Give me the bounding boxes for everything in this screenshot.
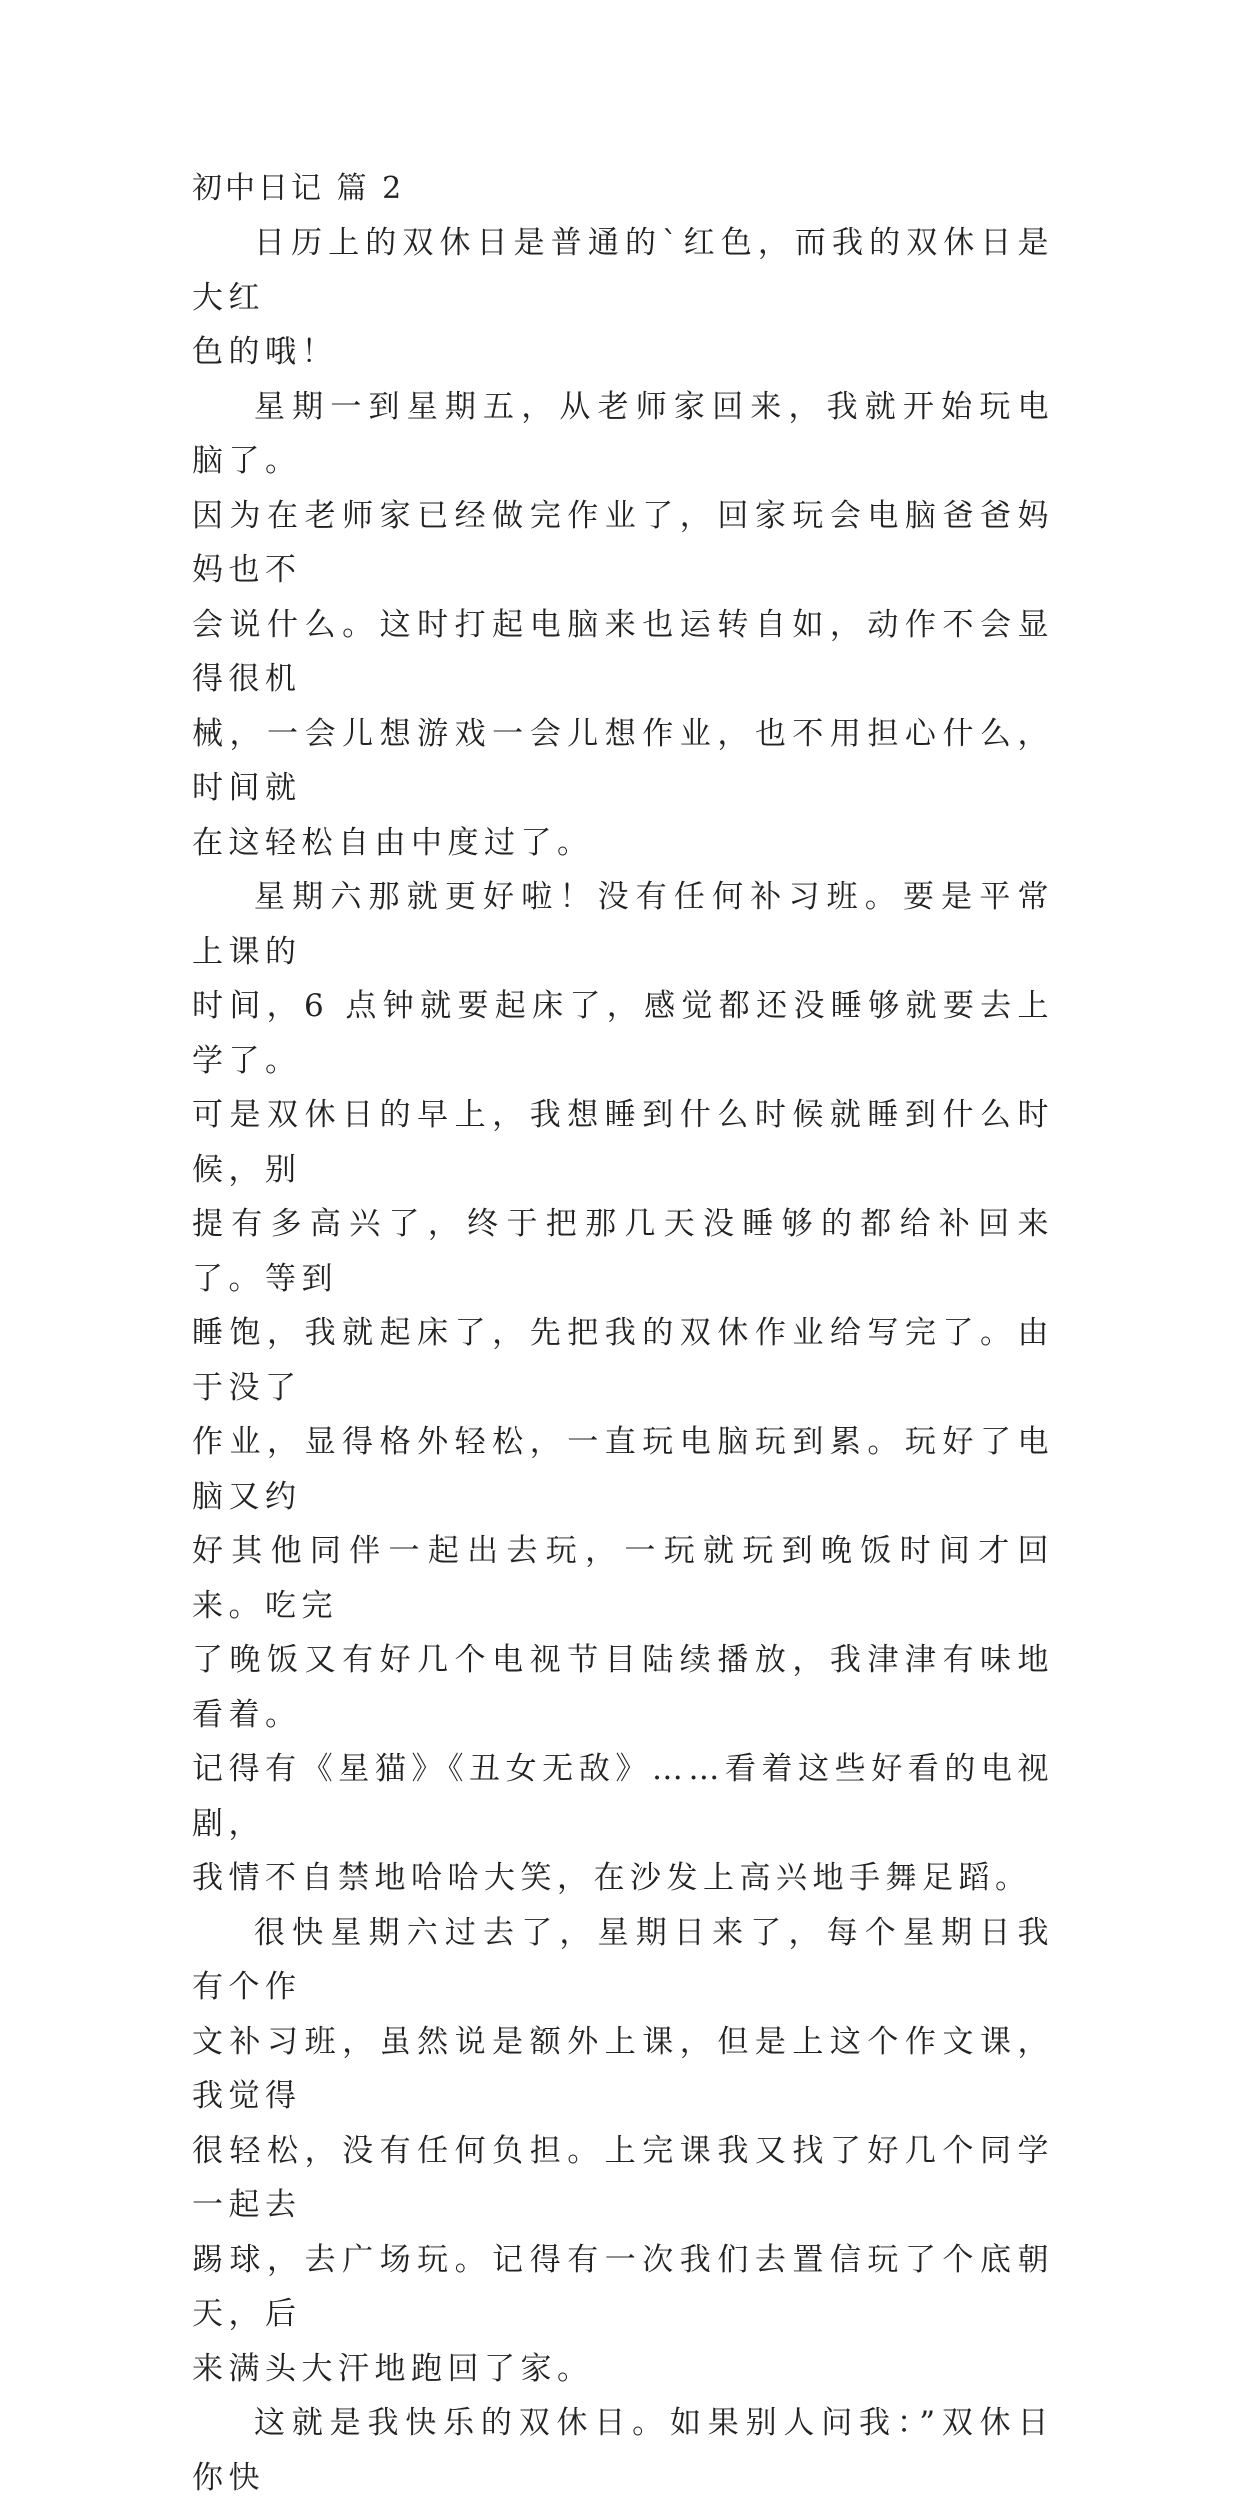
paragraph-1	[192, 216, 1054, 380]
paragraph-2	[192, 380, 1054, 871]
paragraph-line: 星期一到星期五，从老师家回来，我就开始玩电脑了。	[192, 388, 1054, 479]
paragraph-line: 了晚饭又有好几个电视节目陆续播放，我津津有味地看着。	[192, 1642, 1054, 1733]
paragraph-line: 时间，6 点钟就要起床了，感觉都还没睡够就要去上学了。	[192, 988, 1054, 1079]
paragraph-line: 星期六那就更好啦！没有任何补习班。要是平常上课的	[192, 879, 1054, 970]
paragraph-line: 会说什么。这时打起电脑来也运转自如，动作不会显得很机	[192, 606, 1054, 697]
paragraph-line: 提有多高兴了，终于把那几天没睡够的都给补回来了。等到	[192, 1206, 1054, 1297]
paragraph-line: 械，一会儿想游戏一会儿想作业，也不用担心什么，时间就	[192, 715, 1054, 806]
paragraph-line: 来满头大汗地跑回了家。	[192, 2350, 594, 2387]
paragraph-line: 很轻松，没有任何负担。上完课我又找了好几个同学一起去	[192, 2132, 1054, 2223]
paragraph-line: 很快星期六过去了，星期日来了，每个星期日我有个作	[192, 1914, 1054, 2005]
paragraph-line: 因为在老师家已经做完作业了，回家玩会电脑爸爸妈妈也不	[192, 497, 1054, 588]
paragraph-4	[192, 1906, 1054, 2397]
paragraph-line: 记得有《星猫》《丑女无敌》……看着这些好看的电视剧，	[192, 1751, 1054, 1842]
document-title: 初中日记 篇 2	[192, 171, 405, 206]
paragraph-line: 在这轻松自由中度过了。	[192, 824, 594, 861]
paragraph-line: 日历上的双休日是普通的`红色，而我的双休日是大红	[192, 225, 1054, 316]
document-body	[192, 162, 1054, 2505]
paragraph-line: 睡饱，我就起床了，先把我的双休作业给写完了。由于没了	[192, 1315, 1054, 1406]
paragraph-line: 色的哦！	[192, 334, 338, 370]
paragraph-line: 作业，显得格外轻松，一直玩电脑玩到累。玩好了电脑又约	[192, 1424, 1054, 1515]
paragraph-line: 我情不自禁地哈哈大笑，在沙发上高兴地手舞足蹈。	[192, 1860, 1032, 1896]
paragraph-line: 文补习班，虽然说是额外上课，但是上这个作文课，我觉得	[192, 2023, 1054, 2114]
paragraph-line: 好其他同伴一起出去玩，一玩就玩到晚饭时间才回来。吃完	[192, 1533, 1054, 1624]
paragraph-3	[192, 870, 1054, 1906]
paragraph-line: 可是双休日的早上，我想睡到什么时候就睡到什么时候，别	[192, 1097, 1054, 1188]
paragraph-5	[192, 2396, 1054, 2505]
paragraph-line: 这就是我快乐的双休日。如果别人问我：”双休日你快	[192, 2405, 1054, 2496]
paragraph-line: 踢球，去广场玩。记得有一次我们去置信玩了个底朝天，后	[192, 2241, 1054, 2332]
